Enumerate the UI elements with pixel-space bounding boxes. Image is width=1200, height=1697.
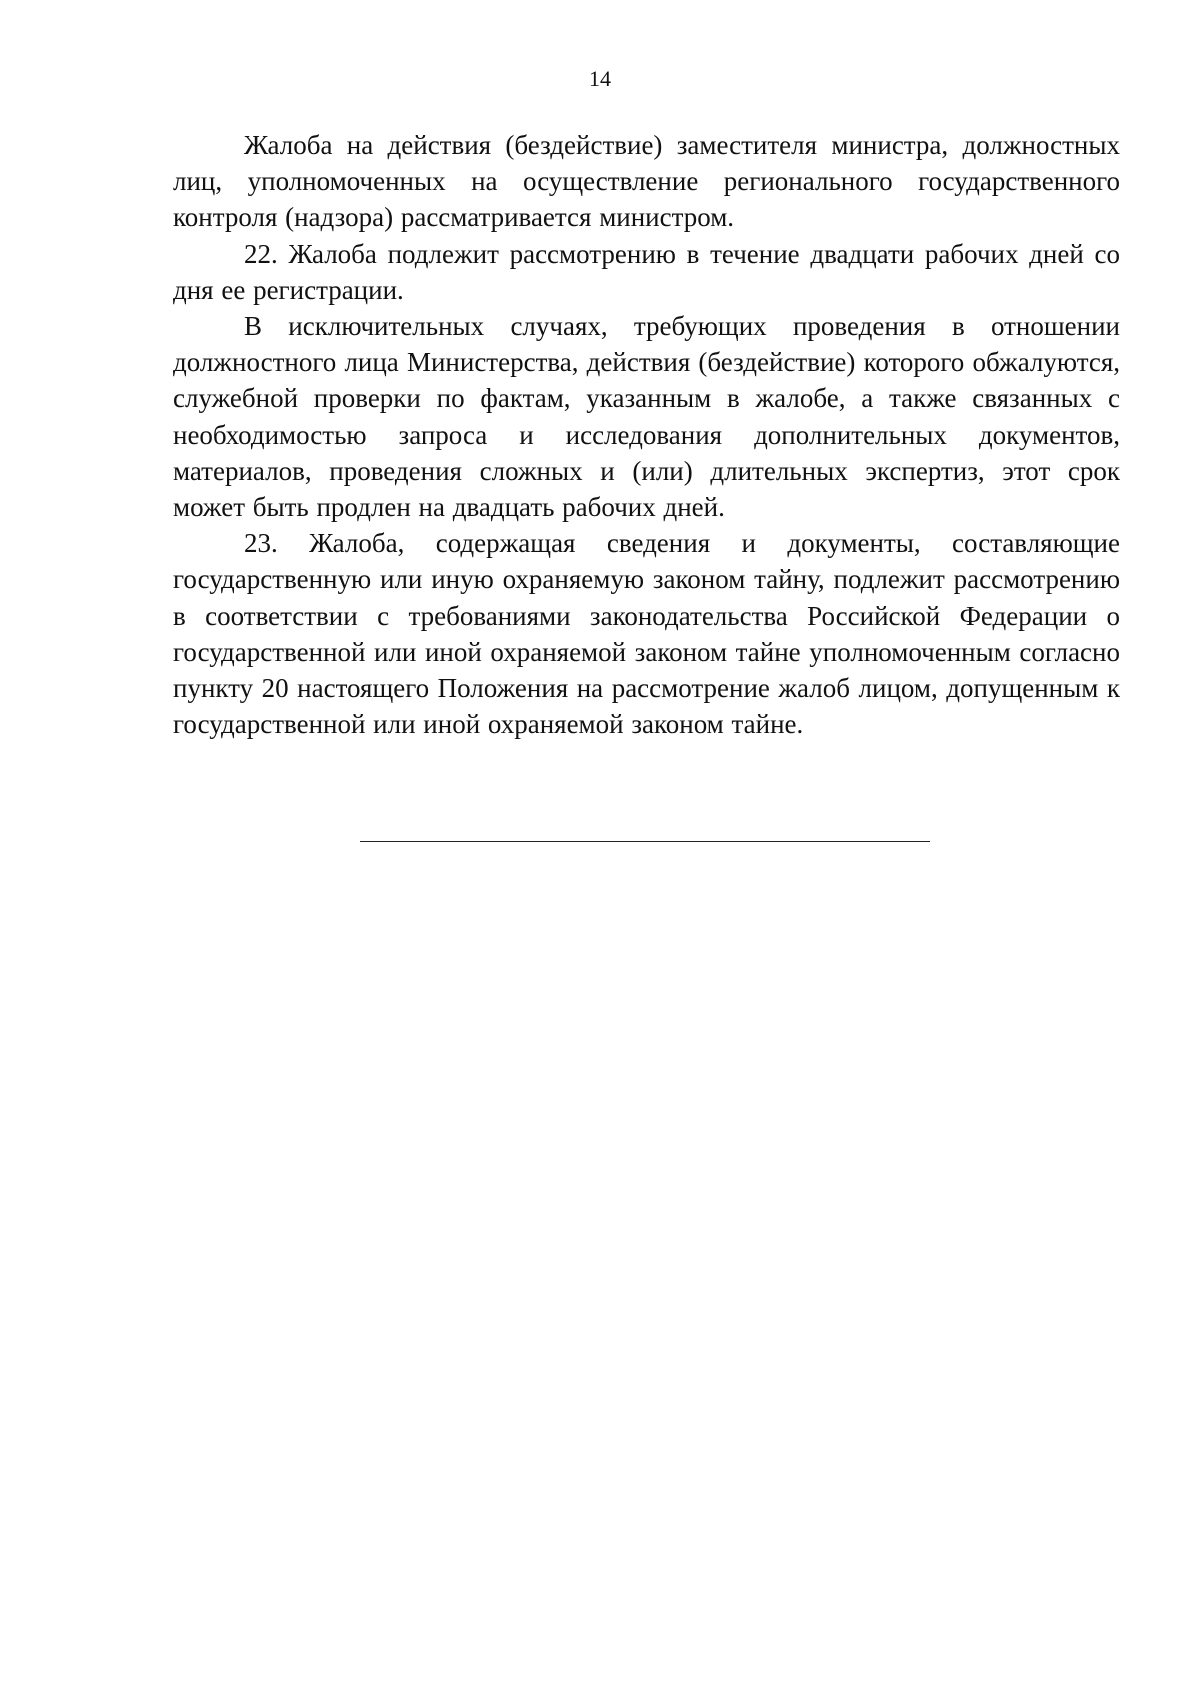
paragraph-exceptional-cases: В исключительных случаях, требующих проведения в отношении должностного лица Министерства, действия (бездействие) которого обжалуются, служебной проверки по фактам, указанным в жалобе, а также связанных с необходимостью запроса и исследования дополнительных документов, материалов, проведения сложных и (или) длительных экспертиз, этот срок может быть продлен на двадцать рабочих дней. [173, 311, 1120, 523]
paragraph-22-review-period: 22. Жалоба подлежит рассмотрению в течение двадцати рабочих дней со дня ее регистрации. [173, 238, 1120, 305]
paragraph-23-state-secret: 23. Жалоба, содержащая сведения и документы, составляющие государственную или иную охраняемую законом тайну, подлежит рассмотрению в соответствии с требованиями законодательства Российской Федерации о государственной или иной охраняемой законом тайне уполномоченным согласно пункту 20 настоящего Положения на рассмотрение жалоб лицом, допущенным к государственной или иной охраняемой законом тайне. [173, 528, 1120, 740]
paragraph-complaint-deputy-minister: Жалоба на действия (бездействие) заместителя министра, должностных лиц, уполномоченных на осуществление регионального государственного контроля (надзора) рассматривается министром. [173, 130, 1120, 233]
document-end-rule [360, 841, 930, 842]
page-number: 14 [589, 66, 611, 91]
document-body [173, 127, 1120, 742]
